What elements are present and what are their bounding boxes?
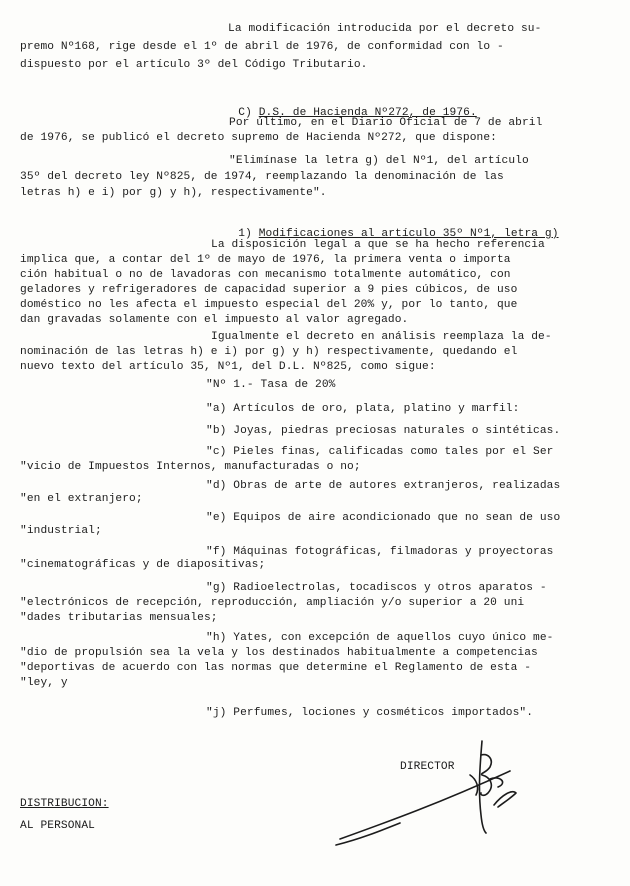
list-item-f-line-2: "cinematográficas y de diapositivas;	[20, 559, 266, 571]
section-1-para1-line-4: geladores y refrigeradores de capacidad superior a 9 pies cúbicos, de uso	[20, 284, 518, 296]
section-1-para2-line-1: Igualmente el decreto en análisis reemplaza la de-	[211, 331, 552, 343]
list-item-h-line-2: "dio de propulsión sea la vela y los destinados habitualmente a competencias	[20, 647, 538, 659]
list-item-b: "b) Joyas, piedras preciosas naturales o sintéticas.	[206, 425, 561, 437]
list-item-c-line-2: "vicio de Impuestos Internos, manufacturadas o no;	[20, 461, 361, 473]
intro-line-3: dispuesto por el artículo 3º del Código Tributario.	[20, 59, 368, 71]
section-1-title: Modificaciones al artículo 35º Nº1, letra g)	[258, 228, 559, 240]
handwritten-signature-icon	[330, 735, 520, 855]
section-1-para1-line-5: doméstico no les afecta el impuesto especial del 20% y, por lo tanto, que	[20, 299, 518, 311]
list-item-c-line-1: "c) Pieles finas, calificadas como tales por el Ser	[206, 446, 554, 458]
list-item-d-line-1: "d) Obras de arte de autores extranjeros, realizadas	[206, 480, 561, 492]
list-item-a: "a) Artículos de oro, plata, platino y marfil:	[206, 403, 520, 415]
intro-line-2: premo Nº168, rige desde el 1º de abril de 1976, de conformidad con lo -	[20, 41, 504, 53]
signature-title: DIRECTOR	[400, 761, 455, 773]
list-item-h-line-1: "h) Yates, con excepción de aquellos cuyo único me-	[206, 632, 554, 644]
distribution-label: DISTRIBUCION:	[20, 798, 109, 810]
section-c-para-line-2: de 1976, se publicó el decreto supremo de Hacienda Nº272, que dispone:	[20, 132, 497, 144]
list-item-h-line-3: "deportivas de acuerdo con las normas que determine el Reglamento de esta -	[20, 662, 532, 674]
list-item-e-line-2: "industrial;	[20, 525, 102, 537]
section-c-quote-line-3: letras h) e i) por g) y h), respectivamente".	[20, 187, 327, 199]
list-item-h-line-4: "ley, y	[20, 677, 68, 689]
section-c-title: D.S. de Hacienda Nº272, de 1976.	[258, 107, 477, 119]
section-1-para2-line-2: nominación de las letras h) e i) por g) y h) respectivamente, quedando el	[20, 346, 518, 358]
list-item-e-line-1: "e) Equipos de aire acondicionado que no sean de uso	[206, 512, 561, 524]
list-item-j: "j) Perfumes, lociones y cosméticos importados".	[206, 707, 534, 719]
section-c-quote-line-1: "Elimínase la letra g) del Nº1, del artículo	[229, 155, 529, 167]
section-c-marker: C)	[238, 107, 252, 119]
section-1-para1-line-6: dan gravadas solamente con el impuesto al valor agregado.	[20, 314, 409, 326]
list-item-f-line-1: "f) Máquinas fotográficas, filmadoras y proyectoras	[206, 546, 554, 558]
section-c-para-line-1: Por último, en el Diario Oficial de 7 de abril	[229, 117, 543, 129]
list-item-g-line-2: "electrónicos de recepción, reproducción, ampliación y/o superior a 20 uni	[20, 597, 525, 609]
section-1-para1-line-1: La disposición legal a que se ha hecho referencia	[211, 239, 545, 251]
section-c-quote-line-2: 35º del decreto ley Nº825, de 1974, reemplazando la denominación de las	[20, 171, 504, 183]
section-1-marker: 1)	[238, 228, 252, 240]
list-item-g-line-1: "g) Radioelectrolas, tocadiscos y otros aparatos -	[206, 582, 547, 594]
list-title: "Nº 1.- Tasa de 20%	[206, 379, 336, 391]
section-1-para2-line-3: nuevo texto del artículo 35, Nº1, del D.L. Nº825, como sigue:	[20, 361, 436, 373]
intro-line-1: La modificación introducida por el decreto su-	[228, 23, 542, 35]
section-1-para1-line-2: implica que, a contar del 1º de mayo de 1976, la primera venta o importa	[20, 254, 511, 266]
list-item-g-line-3: "dades tributarias mensuales;	[20, 612, 218, 624]
section-1-para1-line-3: ción habitual o no de lavadoras con mecanismo totalmente automático, con	[20, 269, 511, 281]
distribution-value: AL PERSONAL	[20, 820, 95, 832]
list-item-d-line-2: "en el extranjero;	[20, 493, 143, 505]
